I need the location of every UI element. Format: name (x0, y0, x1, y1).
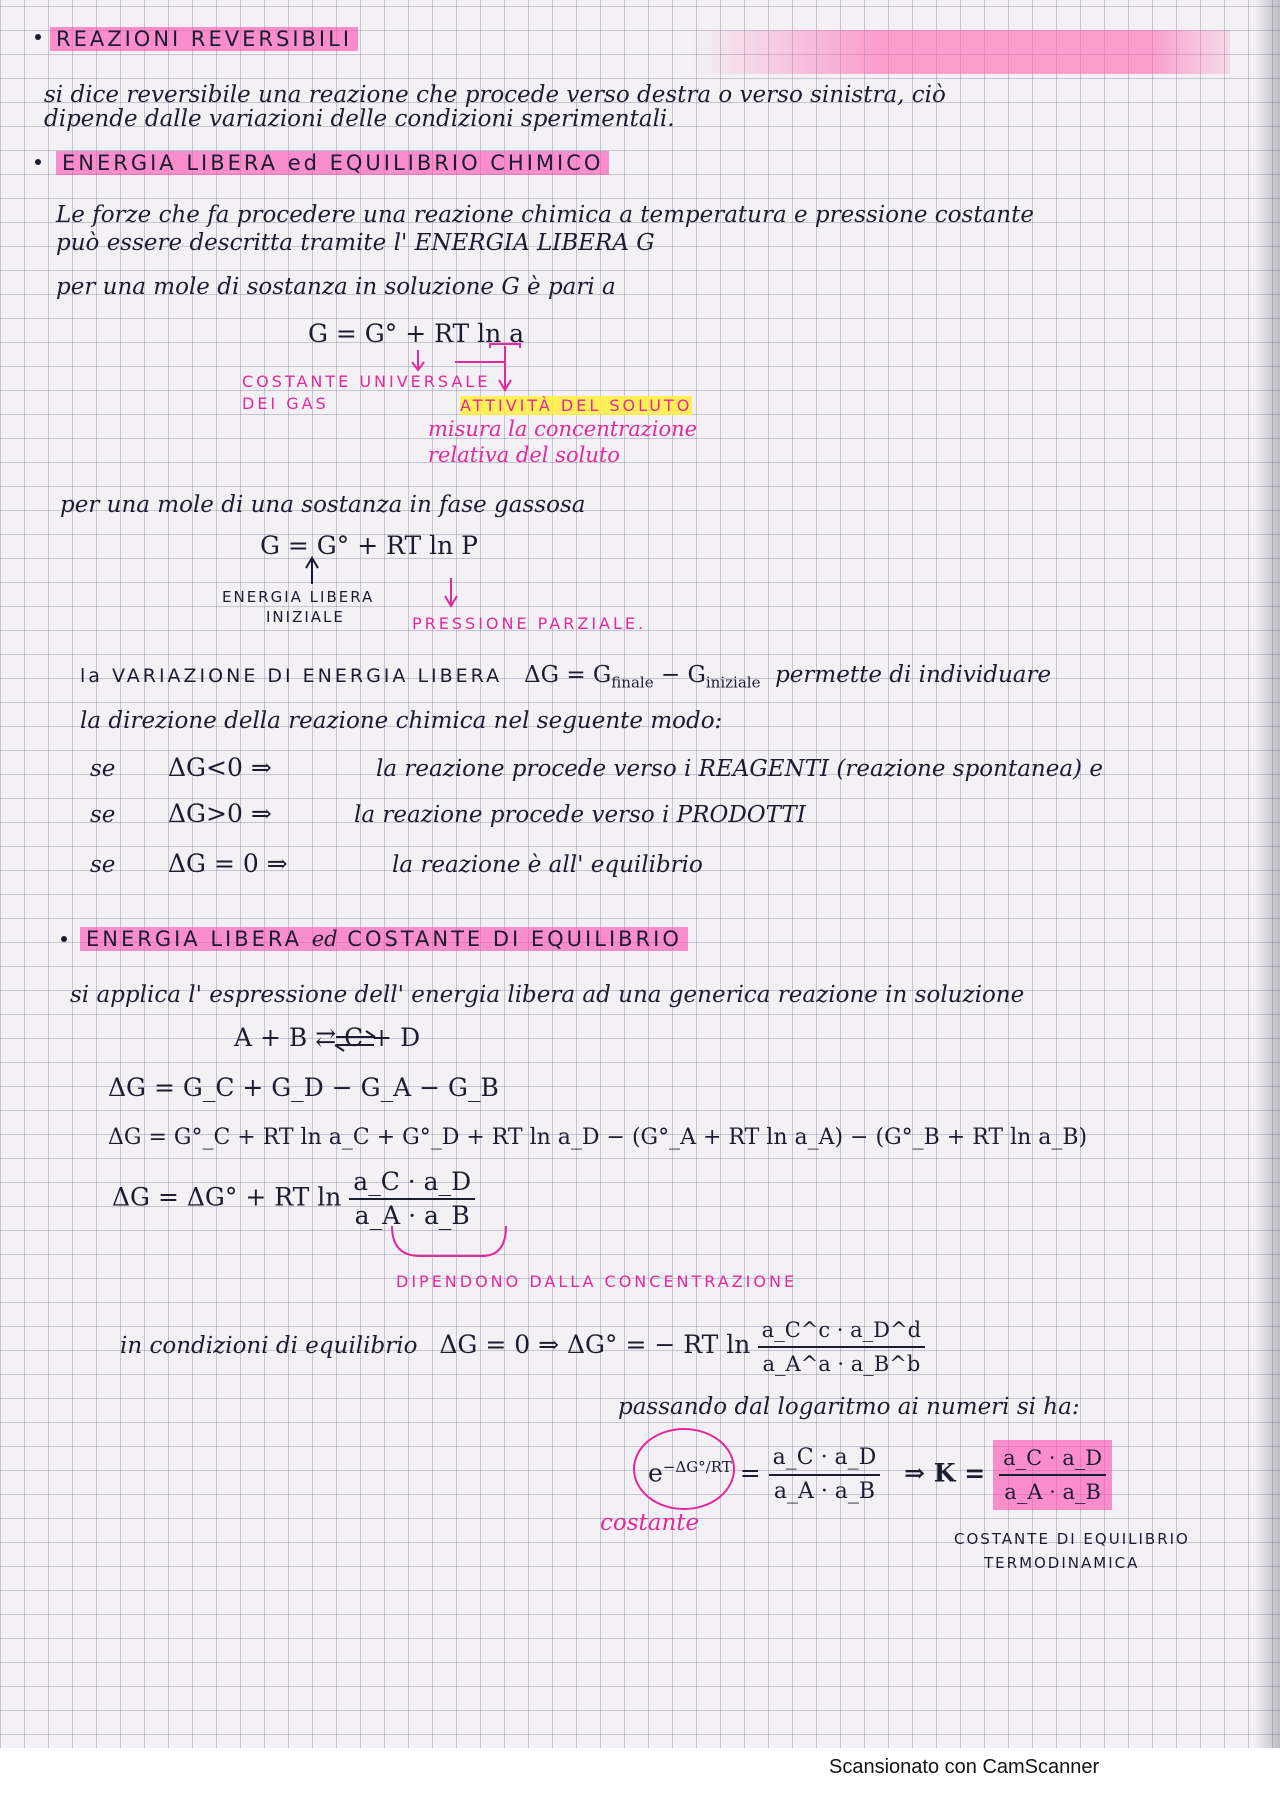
exp-denominator: a_A · a_B (773, 1479, 876, 1504)
line5-formula-mid: − G (653, 662, 706, 688)
delta-g-expanded: ΔG = G°_C + RT ln a_C + G°_D + RT ln a_D − (G°_A + RT ln a_A) − (G°_B + RT ln a_B) (108, 1125, 1088, 1150)
k-fraction (993, 1440, 1112, 1510)
section3-title (80, 924, 688, 954)
line5-part-c: permette di individuare (775, 662, 1052, 688)
section2-line5 (80, 660, 1051, 698)
case2-condition: ΔG>0 ⇒ (168, 799, 272, 828)
case2-text: la reazione procede verso i PRODOTTI (354, 802, 806, 828)
exp-numerator: a_C · a_D (769, 1442, 881, 1476)
case3-text: la reazione è all' equilibrio (392, 852, 703, 878)
annotation-activity (460, 396, 692, 416)
case2-se: se (90, 802, 116, 828)
equilibrium-condition (120, 1314, 925, 1380)
exponential-equation: $e^{-\Delta G^\circ/RT}$ = $\frac{a\_C \cdot a\_D}{a\_A \cdot a\_B}$ ⇒ K = $\frac{a\_C \cdot a\_D}{a\_A \cdot a\_B}$ (648, 1440, 1112, 1510)
delta-g-sum: ΔG = G_C + G_D − G_A − G_B (108, 1073, 499, 1102)
equilibrium-denominator: a_A^a · a_B^b (762, 1352, 921, 1376)
case3-condition: ΔG = 0 ⇒ (168, 849, 288, 878)
case1-se: se (90, 756, 116, 782)
reaction-equation: A + B ⇄ C + D (234, 1023, 421, 1052)
annotation-g0-line2: INIZIALE (266, 608, 345, 626)
section2-title-text: ENERGIA LIBERA ed EQUILIBRIO CHIMICO (56, 151, 609, 175)
k-denominator: a_A · a_B (1004, 1480, 1101, 1504)
case1-condition: ΔG<0 ⇒ (168, 753, 272, 782)
annotation-dependence: DIPENDONO DALLA CONCENTRAZIONE (396, 1272, 798, 1291)
section2-line2: può essere descritta tramite l' ENERGIA LIBERA G (56, 230, 655, 256)
equilibrium-condition-eq: ΔG = 0 ⇒ ΔG° = − RT ln (439, 1330, 751, 1359)
section2-line1: Le forze che fa procedere una reazione chimica a temperatura e pressione costante (56, 202, 1034, 228)
exp-fraction (769, 1442, 881, 1508)
section3-title-b: ed (311, 927, 338, 951)
section1-title (50, 24, 358, 54)
annotation-activity-line2: misura la concentrazione (428, 417, 698, 441)
section3-title-c: COSTANTE DI EQUILIBRIO (347, 927, 682, 951)
section2-title (56, 148, 609, 178)
delta-g-standard-left: ΔG = ΔG° + RT ln (112, 1182, 342, 1212)
k-label-line1: COSTANTE DI EQUILIBRIO (954, 1530, 1190, 1548)
logarithm-line: passando dal logaritmo ai numeri si ha: (618, 1394, 1080, 1420)
equation-solution: G = G° + RT ln a (308, 319, 525, 348)
equilibrium-fraction (758, 1314, 925, 1380)
pink-smudge (690, 30, 1230, 74)
section2-line3: per una mole di sostanza in soluzione G è pari a (56, 274, 616, 300)
equilibrium-condition-text: in condizioni di equilibrio (120, 1333, 418, 1359)
fraction-denominator: a_A · a_B (354, 1201, 470, 1230)
line5-sub-finale: finale (611, 673, 654, 692)
section1-line2: dipende dalle variazioni delle condizioni sperimentali. (44, 106, 675, 132)
section2-line6: la direzione della reazione chimica nel seguente modo: (80, 708, 723, 734)
page-edge-shadow (1254, 0, 1280, 1748)
section1-title-text: REAZIONI REVERSIBILI (50, 27, 358, 51)
section3-line1: si applica l' espressione dell' energia libera ad una generica reazione in soluzione (70, 982, 1025, 1008)
annotation-r-line2: DEI GAS (242, 394, 329, 413)
line5-formula-a: ΔG = G (524, 662, 612, 688)
camscanner-footer: Scansionato con CamScanner (829, 1756, 1100, 1778)
delta-g-standard (112, 1166, 475, 1232)
annotation-activity-text: ATTIVITÀ DEL SOLUTO (460, 396, 693, 415)
section2-line4: per una mole di una sostanza in fase gassosa (60, 492, 586, 518)
exp-base: e (648, 1458, 663, 1488)
equilibrium-numerator: a_C^c · a_D^d (758, 1314, 925, 1348)
case1-text: la reazione procede verso i REAGENTI (reazione spontanea) e (376, 756, 1103, 782)
annotation-g0-line1: ENERGIA LIBERA (222, 588, 375, 606)
k-arrow: ⇒ K = (904, 1458, 986, 1488)
section1-line1: si dice reversibile una reazione che procede verso destra o verso sinistra, ciò (44, 82, 946, 108)
section3-title-box (80, 927, 688, 951)
annotation-constant: costante (600, 1510, 700, 1536)
annotation-pressure: PRESSIONE PARZIALE. (412, 614, 647, 633)
exp-power: −ΔG°/RT (662, 1458, 732, 1477)
annotation-r-line1: COSTANTE UNIVERSALE (242, 372, 491, 391)
line5-formula (509, 662, 761, 692)
k-numerator: a_C · a_D (999, 1442, 1106, 1476)
case3-se: se (90, 852, 116, 878)
annotation-activity-line3: relativa del soluto (428, 443, 620, 467)
fraction-numerator: a_C · a_D (349, 1166, 475, 1200)
delta-g-standard-fraction (349, 1166, 475, 1232)
line5-sub-iniziale: iniziale (705, 673, 761, 692)
section3-title-a: ENERGIA LIBERA (86, 927, 303, 951)
k-label-line2: TERMODINAMICA (984, 1554, 1140, 1572)
equation-gas: G = G° + RT ln P (260, 531, 478, 560)
line5-part-a: la VARIAZIONE DI ENERGIA LIBERA (80, 665, 503, 687)
